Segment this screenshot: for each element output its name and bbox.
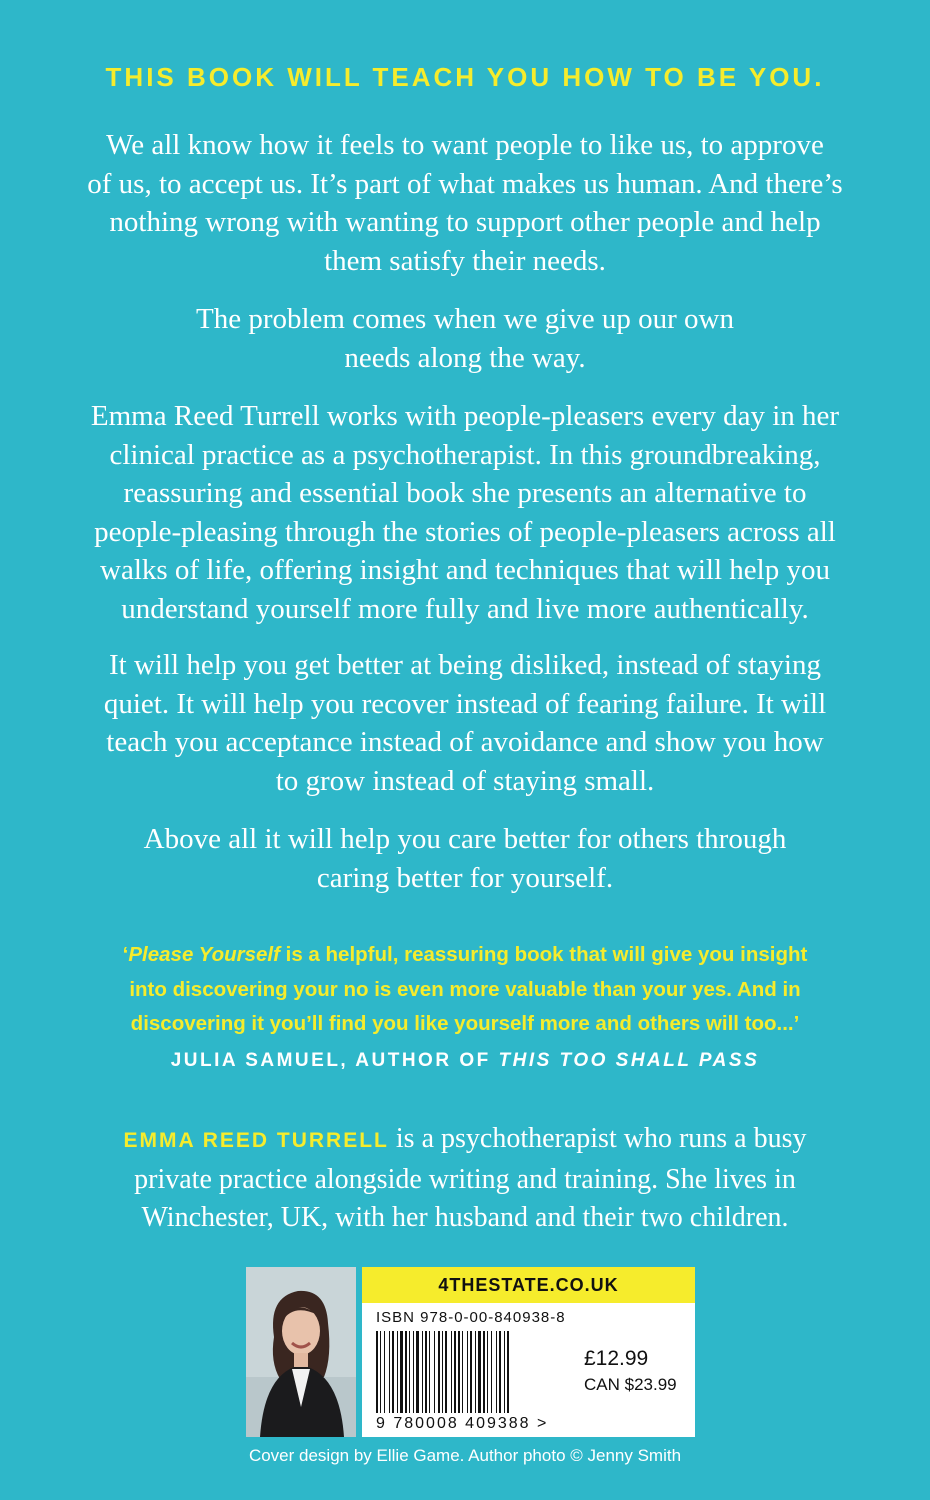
author-name: EMMA REED TURRELL bbox=[123, 1129, 389, 1152]
paragraph-line: understand yourself more fully and live more authentically. bbox=[121, 592, 809, 625]
paragraph-line: of us, to accept us. It’s part of what makes us human. And there’s bbox=[87, 167, 843, 200]
paragraph-line: The problem comes when we give up our own bbox=[196, 303, 734, 335]
barcode-bar bbox=[475, 1331, 476, 1413]
barcode-bar bbox=[462, 1331, 463, 1413]
paragraph-line: to grow instead of staying small. bbox=[275, 764, 655, 797]
endorsement-quote bbox=[40, 938, 890, 1042]
barcode-bar bbox=[499, 1331, 501, 1413]
barcode-bar bbox=[478, 1331, 481, 1413]
barcode-bar bbox=[491, 1331, 492, 1413]
barcode-bar bbox=[504, 1331, 505, 1413]
barcode-bar bbox=[451, 1331, 452, 1413]
paragraph-line: walks of life, offering insight and techniques that will help you bbox=[100, 554, 830, 586]
paragraph-benefits bbox=[60, 646, 870, 800]
barcode-bar bbox=[442, 1331, 443, 1413]
author-bio bbox=[60, 1120, 870, 1238]
barcode-bar bbox=[496, 1331, 497, 1413]
barcode-bar bbox=[454, 1331, 456, 1413]
quote-book-title: Please Yourself bbox=[128, 943, 280, 966]
paragraph-line: nothing wrong with wanting to support other people and help bbox=[109, 206, 821, 238]
paragraph-line: quiet. It will help you recover instead of fearing failure. It will bbox=[103, 687, 827, 720]
paragraph-problem bbox=[60, 300, 870, 377]
paragraph-line: It will help you get better at being disliked, instead of staying bbox=[109, 649, 821, 681]
paragraph-line: teach you acceptance instead of avoidance and show you how bbox=[106, 726, 824, 758]
attribution-author: JULIA SAMUEL, AUTHOR OF bbox=[170, 1050, 499, 1071]
author-photo bbox=[246, 1267, 356, 1437]
quote-line: discovering it you’ll find you like yourself more and others will too...’ bbox=[130, 1012, 800, 1035]
paragraph-author-work bbox=[60, 397, 870, 628]
paragraph-line: caring better for yourself. bbox=[316, 861, 614, 894]
paragraph-line: Above all it will help you care better for others through bbox=[143, 823, 787, 855]
barcode-bar bbox=[397, 1331, 398, 1413]
barcode-bar bbox=[438, 1331, 440, 1413]
barcode-bar bbox=[409, 1331, 410, 1413]
barcode-bar bbox=[413, 1331, 414, 1413]
quote-line: into discovering your no is even more valuable than your yes. And in bbox=[129, 977, 801, 1001]
barcode-bar bbox=[389, 1331, 390, 1413]
quote-attribution bbox=[0, 1050, 930, 1072]
barcode-bar bbox=[507, 1331, 509, 1413]
barcode-bar bbox=[458, 1331, 460, 1413]
bio-line bbox=[60, 1120, 870, 1161]
price-can: CAN $23.99 bbox=[584, 1375, 677, 1394]
barcode-bar bbox=[483, 1331, 485, 1413]
attribution-book-title: THIS TOO SHALL PASS bbox=[498, 1050, 760, 1071]
barcode-bar bbox=[405, 1331, 407, 1413]
paragraph-summary bbox=[60, 820, 870, 897]
paragraph-intro bbox=[60, 126, 870, 280]
barcode-bar bbox=[445, 1331, 447, 1413]
barcode-bar bbox=[429, 1331, 430, 1413]
barcode-bar bbox=[434, 1331, 435, 1413]
quote-line-rest: is a helpful, reassuring book that will give you insight bbox=[279, 943, 808, 966]
barcode-bar bbox=[384, 1331, 385, 1413]
paragraph-line: people-pleasing through the stories of people-pleasers across all bbox=[94, 515, 836, 548]
author-portrait-illustration bbox=[246, 1267, 356, 1437]
paragraph-line: clinical practice as a psychotherapist. In this groundbreaking, bbox=[109, 438, 821, 471]
barcode-bar bbox=[392, 1331, 394, 1413]
barcode-bar bbox=[380, 1331, 381, 1413]
barcode-bar bbox=[416, 1331, 419, 1413]
paragraph-line: them satisfy their needs. bbox=[324, 244, 606, 277]
barcode-bar bbox=[487, 1331, 488, 1413]
quote-open-mark: ‘ bbox=[122, 943, 129, 966]
publisher-website: 4THESTATE.CO.UK bbox=[362, 1267, 695, 1303]
barcode-bar bbox=[467, 1331, 468, 1413]
quote-line bbox=[40, 938, 890, 973]
barcode-bars bbox=[376, 1331, 572, 1413]
cover-credit: Cover design by Ellie Game. Author photo © Jenny Smith bbox=[248, 1446, 682, 1465]
barcode-bar bbox=[376, 1331, 378, 1413]
bio-line-rest: is a psychotherapist who runs a busy bbox=[388, 1123, 807, 1154]
barcode-bar bbox=[425, 1331, 427, 1413]
isbn-number: ISBN 978-0-00-840938-8 bbox=[376, 1309, 566, 1326]
price-gbp: £12.99 bbox=[584, 1347, 649, 1370]
headline: THIS BOOK WILL TEACH YOU HOW TO BE YOU. bbox=[105, 62, 825, 92]
bio-line: Winchester, UK, with her husband and their two children. bbox=[141, 1202, 789, 1233]
paragraph-line: We all know how it feels to want people to like us, to approve bbox=[106, 129, 824, 161]
barcode-bar bbox=[470, 1331, 472, 1413]
barcode-digits: 9 780008 409388 > bbox=[376, 1415, 549, 1432]
paragraph-line: reassuring and essential book she presents an alternative to bbox=[123, 477, 807, 509]
barcode-bar bbox=[422, 1331, 423, 1413]
paragraph-line: Emma Reed Turrell works with people-pleasers every day in her bbox=[90, 400, 840, 432]
barcode-bar bbox=[400, 1331, 403, 1413]
paragraph-line: needs along the way. bbox=[344, 341, 586, 374]
barcode-panel bbox=[362, 1267, 695, 1437]
bio-line: private practice alongside writing and training. She lives in bbox=[134, 1163, 796, 1195]
